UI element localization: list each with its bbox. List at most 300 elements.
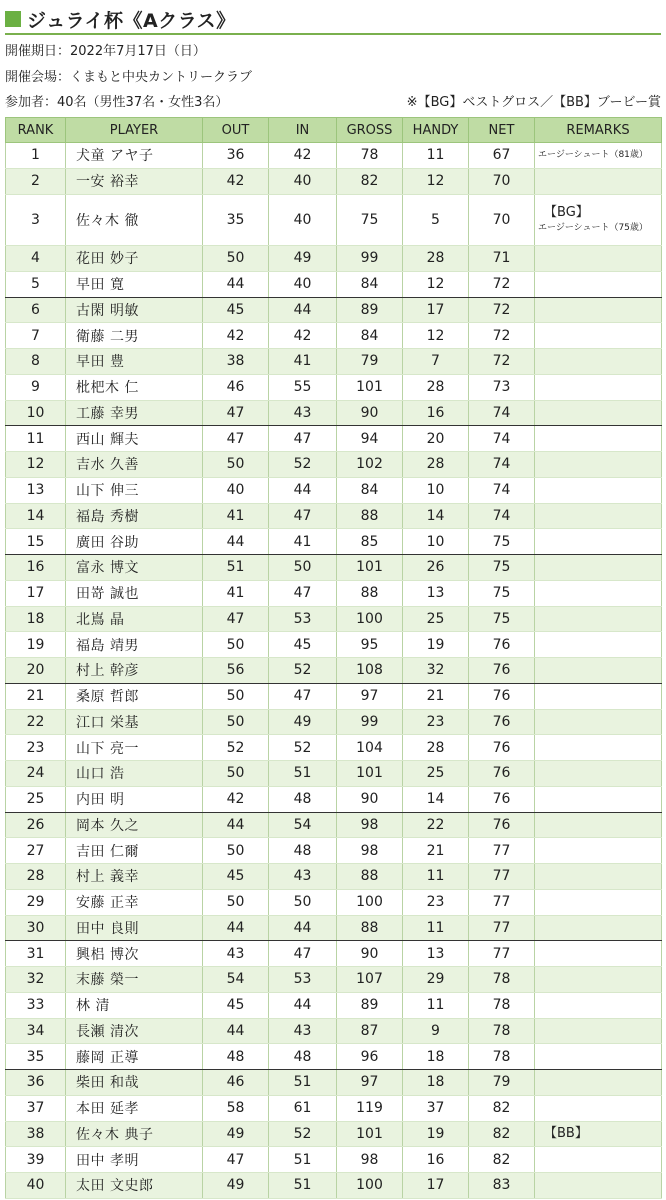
cell-in: 52 [269,452,337,478]
cell-remarks [535,1173,662,1199]
cell-rank: 8 [6,349,66,375]
cell-rank: 15 [6,529,66,555]
table-row [6,709,662,735]
cell-remarks [535,761,662,787]
cell-out: 41 [203,580,269,606]
cell-in: 44 [269,297,337,323]
column-header-player: PLAYER [66,118,203,143]
cell-handy: 28 [403,246,469,272]
cell-handy: 23 [403,889,469,915]
cell-net: 77 [469,864,535,890]
cell-gross: 96 [337,1044,403,1070]
cell-net: 82 [469,1121,535,1147]
cell-rank: 10 [6,400,66,426]
cell-gross: 88 [337,580,403,606]
cell-in: 51 [269,761,337,787]
cell-remarks [535,580,662,606]
cell-rank: 29 [6,889,66,915]
cell-player: 吉田 仁爾 [66,838,203,864]
cell-in: 49 [269,709,337,735]
cell-out: 38 [203,349,269,375]
cell-net: 77 [469,915,535,941]
cell-remarks [535,1147,662,1173]
cell-in: 42 [269,323,337,349]
table-row [6,967,662,993]
cell-gross: 98 [337,838,403,864]
cell-remarks [535,297,662,323]
table-row [6,374,662,400]
cell-handy: 23 [403,709,469,735]
cell-out: 47 [203,1147,269,1173]
cell-in: 49 [269,246,337,272]
remarks-note: エージーシュート（75歳） [538,223,648,234]
cell-out: 42 [203,168,269,194]
table-row [6,529,662,555]
cell-handy: 12 [403,271,469,297]
table-row [6,168,662,194]
cell-out: 40 [203,477,269,503]
cell-rank: 38 [6,1121,66,1147]
cell-gross: 101 [337,761,403,787]
cell-handy: 28 [403,452,469,478]
remarks-tag: 【BB】 [544,1125,588,1141]
cell-in: 48 [269,838,337,864]
table-row [6,941,662,967]
cell-player: 田中 良則 [66,915,203,941]
page-title-bar [5,5,661,35]
cell-gross: 79 [337,349,403,375]
remarks-legend: ※【BG】ベストグロス／【BB】ブービー賞 [406,95,661,110]
cell-in: 61 [269,1095,337,1121]
cell-rank: 1 [6,143,66,169]
cell-gross: 90 [337,786,403,812]
cell-rank: 18 [6,606,66,632]
cell-handy: 29 [403,967,469,993]
cell-net: 76 [469,761,535,787]
cell-handy: 25 [403,761,469,787]
cell-out: 44 [203,1018,269,1044]
cell-in: 48 [269,1044,337,1070]
cell-player: 山口 浩 [66,761,203,787]
cell-rank: 33 [6,992,66,1018]
cell-gross: 101 [337,374,403,400]
cell-in: 51 [269,1070,337,1096]
table-row [6,864,662,890]
table-row [6,632,662,658]
table-row [6,271,662,297]
cell-remarks [535,992,662,1018]
cell-player: 江口 栄基 [66,709,203,735]
cell-player: 藤岡 正導 [66,1044,203,1070]
table-row [6,555,662,581]
cell-player: 末藤 榮一 [66,967,203,993]
cell-handy: 10 [403,529,469,555]
cell-player: 西山 輝夫 [66,426,203,452]
cell-in: 42 [269,143,337,169]
cell-player: 富永 博文 [66,555,203,581]
cell-player: 山下 伸三 [66,477,203,503]
cell-remarks [535,1070,662,1096]
cell-handy: 13 [403,941,469,967]
cell-gross: 84 [337,323,403,349]
table-row [6,1147,662,1173]
cell-player: 安藤 正幸 [66,889,203,915]
table-row [6,246,662,272]
cell-net: 72 [469,349,535,375]
cell-rank: 21 [6,683,66,709]
cell-handy: 21 [403,683,469,709]
title-square-icon [5,11,21,27]
cell-player: 一安 裕幸 [66,168,203,194]
cell-remarks [535,168,662,194]
cell-remarks [535,194,662,246]
column-header-net: NET [469,118,535,143]
cell-out: 50 [203,683,269,709]
event-venue: 開催会場：くまもと中央カントリークラブ [5,70,253,85]
cell-rank: 3 [6,194,66,246]
cell-handy: 14 [403,786,469,812]
cell-gross: 85 [337,529,403,555]
cell-remarks [535,735,662,761]
cell-net: 73 [469,374,535,400]
cell-gross: 88 [337,503,403,529]
remarks-note: エージーシュート（81歳） [538,149,648,160]
cell-handy: 21 [403,838,469,864]
cell-player: 早田 豊 [66,349,203,375]
column-header-rank: RANK [6,118,66,143]
cell-gross: 97 [337,683,403,709]
cell-handy: 32 [403,658,469,684]
cell-remarks [535,529,662,555]
cell-handy: 25 [403,606,469,632]
cell-gross: 82 [337,168,403,194]
cell-remarks [535,555,662,581]
table-row [6,658,662,684]
cell-out: 47 [203,400,269,426]
cell-gross: 89 [337,992,403,1018]
cell-player: 柴田 和哉 [66,1070,203,1096]
cell-gross: 95 [337,632,403,658]
cell-in: 43 [269,400,337,426]
cell-rank: 30 [6,915,66,941]
cell-remarks [535,1121,662,1147]
cell-out: 46 [203,374,269,400]
table-row [6,143,662,169]
cell-player: 廣田 谷助 [66,529,203,555]
cell-gross: 104 [337,735,403,761]
event-date: 開催期日：2022年7月17日（日） [5,44,206,59]
cell-gross: 98 [337,1147,403,1173]
cell-remarks [535,838,662,864]
cell-rank: 6 [6,297,66,323]
column-header-in: IN [269,118,337,143]
cell-rank: 27 [6,838,66,864]
cell-rank: 34 [6,1018,66,1044]
cell-net: 83 [469,1173,535,1199]
cell-rank: 35 [6,1044,66,1070]
cell-out: 41 [203,503,269,529]
cell-net: 76 [469,812,535,838]
cell-in: 47 [269,683,337,709]
cell-remarks [535,349,662,375]
table-row [6,1018,662,1044]
table-row [6,1095,662,1121]
cell-handy: 13 [403,580,469,606]
table-row [6,323,662,349]
cell-player: 桑原 哲郎 [66,683,203,709]
cell-net: 76 [469,683,535,709]
cell-rank: 37 [6,1095,66,1121]
cell-rank: 36 [6,1070,66,1096]
cell-out: 46 [203,1070,269,1096]
cell-player: 内田 明 [66,786,203,812]
cell-player: 林 清 [66,992,203,1018]
cell-remarks [535,864,662,890]
cell-in: 47 [269,580,337,606]
cell-handy: 11 [403,864,469,890]
table-row [6,580,662,606]
cell-gross: 90 [337,941,403,967]
cell-player: 本田 延孝 [66,1095,203,1121]
cell-player: 福島 秀樹 [66,503,203,529]
cell-in: 40 [269,194,337,246]
cell-remarks [535,683,662,709]
cell-remarks [535,477,662,503]
cell-gross: 97 [337,1070,403,1096]
cell-gross: 101 [337,555,403,581]
cell-remarks [535,786,662,812]
cell-remarks [535,658,662,684]
cell-rank: 2 [6,168,66,194]
cell-handy: 16 [403,400,469,426]
cell-net: 76 [469,709,535,735]
cell-out: 50 [203,452,269,478]
cell-player: 村上 義幸 [66,864,203,890]
table-row [6,606,662,632]
cell-player: 古閑 明敏 [66,297,203,323]
cell-in: 40 [269,168,337,194]
cell-net: 74 [469,503,535,529]
cell-remarks [535,452,662,478]
cell-player: 早田 寛 [66,271,203,297]
cell-in: 51 [269,1173,337,1199]
cell-remarks [535,967,662,993]
cell-in: 53 [269,967,337,993]
cell-net: 72 [469,297,535,323]
cell-player: 花田 妙子 [66,246,203,272]
cell-in: 47 [269,503,337,529]
cell-player: 犬童 アヤ子 [66,143,203,169]
cell-handy: 26 [403,555,469,581]
cell-handy: 16 [403,1147,469,1173]
cell-player: 興梠 博次 [66,941,203,967]
cell-player: 枇杷木 仁 [66,374,203,400]
table-row [6,349,662,375]
page-title: ジュライ杯《Aクラス》 [27,9,236,32]
cell-gross: 100 [337,1173,403,1199]
cell-in: 47 [269,426,337,452]
cell-out: 48 [203,1044,269,1070]
cell-player: 長瀬 清次 [66,1018,203,1044]
cell-out: 50 [203,709,269,735]
cell-rank: 17 [6,580,66,606]
cell-remarks [535,889,662,915]
table-row [6,400,662,426]
cell-handy: 18 [403,1070,469,1096]
cell-rank: 31 [6,941,66,967]
cell-in: 43 [269,864,337,890]
cell-net: 76 [469,735,535,761]
cell-rank: 24 [6,761,66,787]
cell-gross: 101 [337,1121,403,1147]
cell-net: 75 [469,555,535,581]
cell-out: 45 [203,992,269,1018]
cell-out: 51 [203,555,269,581]
cell-in: 40 [269,271,337,297]
cell-in: 52 [269,1121,337,1147]
cell-handy: 12 [403,168,469,194]
cell-net: 67 [469,143,535,169]
column-header-handy: HANDY [403,118,469,143]
cell-player: 福島 靖男 [66,632,203,658]
cell-net: 76 [469,786,535,812]
cell-rank: 9 [6,374,66,400]
cell-out: 42 [203,323,269,349]
cell-gross: 90 [337,400,403,426]
column-header-out: OUT [203,118,269,143]
table-row [6,761,662,787]
cell-gross: 98 [337,812,403,838]
cell-handy: 37 [403,1095,469,1121]
cell-in: 52 [269,735,337,761]
cell-net: 78 [469,967,535,993]
table-body [6,143,662,1199]
cell-rank: 11 [6,426,66,452]
cell-out: 44 [203,915,269,941]
cell-in: 55 [269,374,337,400]
cell-net: 77 [469,941,535,967]
cell-remarks [535,632,662,658]
cell-rank: 40 [6,1173,66,1199]
table-row [6,915,662,941]
cell-net: 78 [469,992,535,1018]
cell-remarks [535,941,662,967]
cell-remarks [535,374,662,400]
cell-rank: 22 [6,709,66,735]
cell-gross: 102 [337,452,403,478]
cell-in: 48 [269,786,337,812]
cell-out: 49 [203,1173,269,1199]
cell-net: 77 [469,838,535,864]
cell-handy: 28 [403,735,469,761]
cell-out: 58 [203,1095,269,1121]
cell-out: 52 [203,735,269,761]
cell-in: 47 [269,941,337,967]
cell-out: 50 [203,838,269,864]
table-row [6,477,662,503]
cell-out: 45 [203,297,269,323]
table-row [6,1070,662,1096]
cell-handy: 18 [403,1044,469,1070]
table-row [6,683,662,709]
table-row [6,812,662,838]
cell-gross: 119 [337,1095,403,1121]
cell-out: 42 [203,786,269,812]
cell-gross: 75 [337,194,403,246]
cell-remarks [535,323,662,349]
cell-out: 45 [203,864,269,890]
cell-in: 50 [269,555,337,581]
cell-handy: 19 [403,632,469,658]
cell-rank: 19 [6,632,66,658]
cell-gross: 100 [337,606,403,632]
cell-gross: 99 [337,246,403,272]
cell-handy: 7 [403,349,469,375]
cell-remarks [535,606,662,632]
cell-player: 北嶌 晶 [66,606,203,632]
cell-out: 50 [203,889,269,915]
cell-net: 74 [469,477,535,503]
cell-net: 72 [469,271,535,297]
cell-rank: 14 [6,503,66,529]
cell-out: 54 [203,967,269,993]
cell-handy: 17 [403,297,469,323]
results-table [5,117,662,1199]
cell-remarks [535,812,662,838]
cell-out: 50 [203,632,269,658]
cell-net: 74 [469,452,535,478]
cell-rank: 25 [6,786,66,812]
table-row [6,503,662,529]
cell-out: 43 [203,941,269,967]
cell-net: 76 [469,658,535,684]
table-row [6,889,662,915]
cell-gross: 89 [337,297,403,323]
cell-net: 77 [469,889,535,915]
cell-out: 47 [203,426,269,452]
cell-rank: 23 [6,735,66,761]
table-row [6,1121,662,1147]
cell-net: 76 [469,632,535,658]
cell-player: 山下 亮一 [66,735,203,761]
cell-player: 吉水 久善 [66,452,203,478]
cell-net: 78 [469,1044,535,1070]
cell-rank: 28 [6,864,66,890]
cell-gross: 88 [337,915,403,941]
cell-out: 47 [203,606,269,632]
cell-rank: 16 [6,555,66,581]
cell-gross: 107 [337,967,403,993]
column-header-remarks: REMARKS [535,118,662,143]
cell-net: 74 [469,400,535,426]
table-row [6,1173,662,1199]
cell-rank: 7 [6,323,66,349]
cell-handy: 11 [403,915,469,941]
cell-player: 太田 文史郎 [66,1173,203,1199]
cell-gross: 87 [337,1018,403,1044]
cell-handy: 22 [403,812,469,838]
cell-remarks [535,503,662,529]
cell-net: 70 [469,194,535,246]
cell-remarks [535,426,662,452]
cell-net: 72 [469,323,535,349]
cell-out: 50 [203,246,269,272]
cell-net: 82 [469,1095,535,1121]
cell-remarks [535,400,662,426]
table-row [6,838,662,864]
cell-in: 41 [269,529,337,555]
cell-net: 70 [469,168,535,194]
